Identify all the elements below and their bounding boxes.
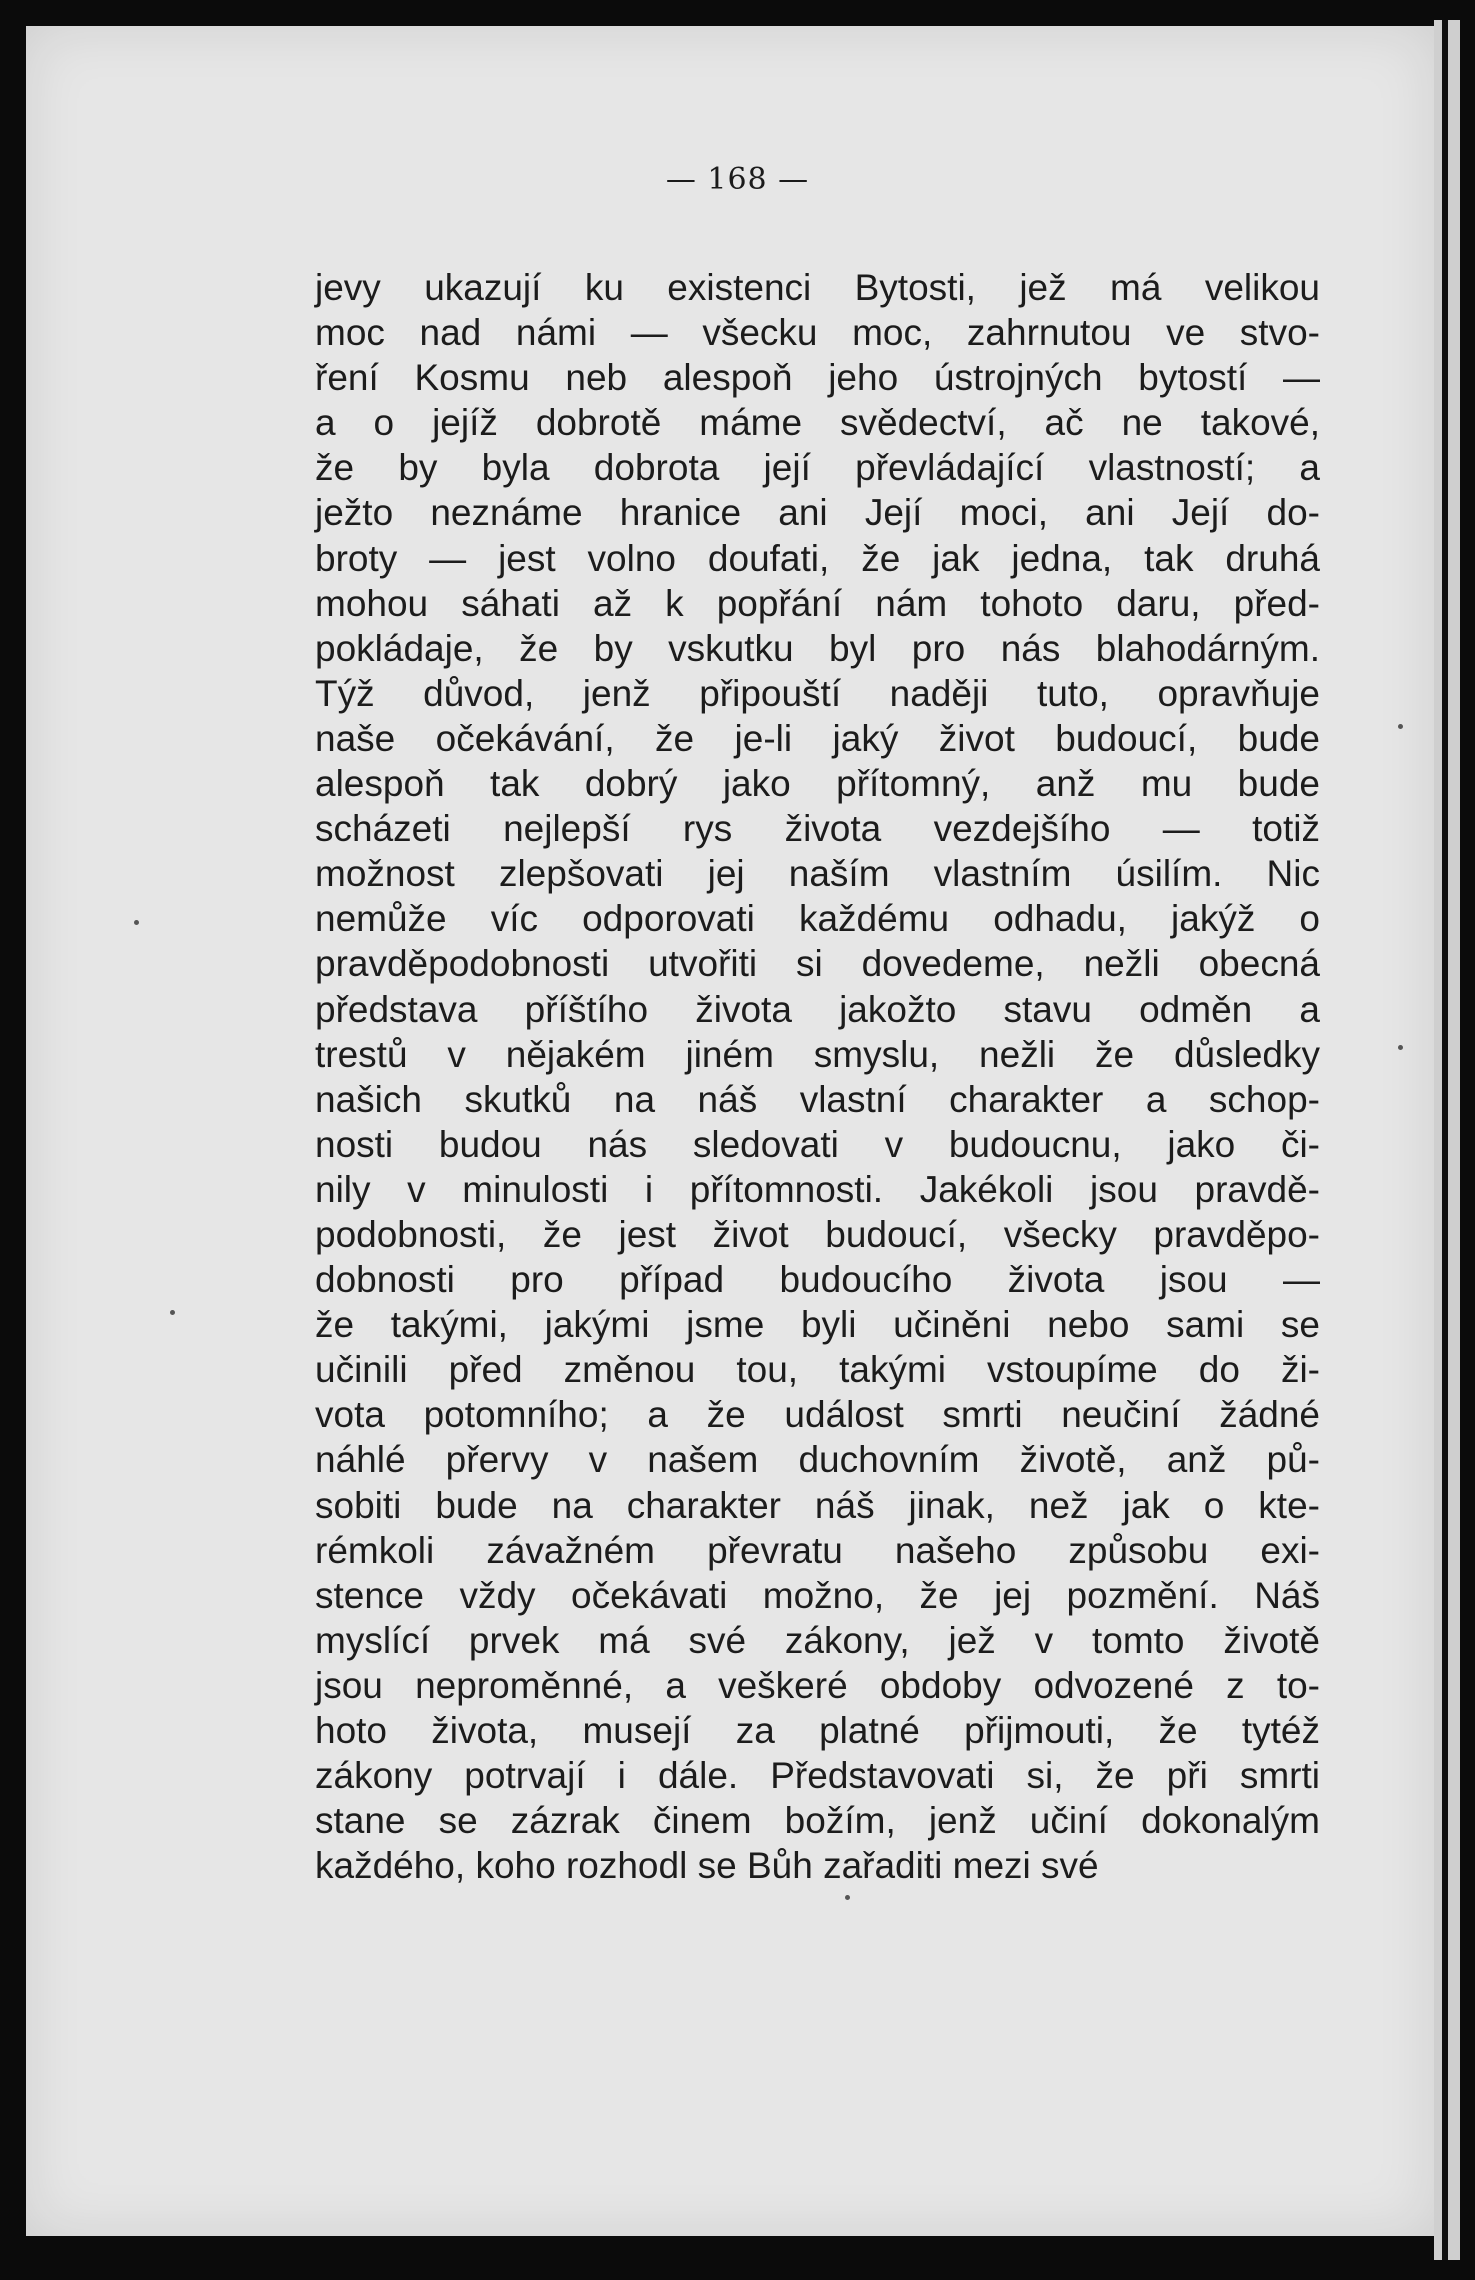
text-line: jevy ukazují ku existenci Bytosti, jež má velikou: [315, 267, 1320, 308]
text-line: představa příštího života jakožto stavu odměn a: [315, 988, 1320, 1030]
scan-speck: [134, 920, 139, 925]
text-line: zákony potrvají i dále. Představovati si, že při smrti: [315, 1755, 1320, 1797]
text-line: ježto neznáme hranice ani Její moci, ani Její do-: [315, 492, 1320, 534]
text-line: že by byla dobrota její převládající vlastností; a: [315, 447, 1320, 489]
text-line: náhlé přervy v našem duchovním životě, anž pů-: [315, 1439, 1320, 1481]
text-line: našich skutků na náš vlastní charakter a schop-: [315, 1078, 1320, 1120]
text-line: ření Kosmu neb alespoň jeho ústrojných bytostí —: [315, 357, 1320, 399]
text-line: každého, koho rozhodl se Bůh zařaditi mezi své: [315, 1845, 1099, 1887]
scan-speck: [1398, 1045, 1403, 1050]
body-text: [315, 265, 1320, 1888]
text-line: nemůže víc odporovati každému odhadu, jakýž o: [315, 898, 1320, 940]
text-line: sobiti bude na charakter náš jinak, než jak o kte-: [315, 1484, 1320, 1526]
text-line: že takými, jakými jsme byli učiněni nebo sami se: [315, 1304, 1320, 1346]
text-line: nosti budou nás sledovati v budoucnu, jako či-: [315, 1123, 1320, 1165]
text-line: alespoň tak dobrý jako přítomný, anž mu bude: [315, 763, 1320, 805]
text-line: stence vždy očekávati možno, že jej pozmění. Náš: [315, 1574, 1320, 1616]
text-line: scházeti nejlepší rys života vezdejšího — totiž: [315, 808, 1320, 850]
text-line: rémkoli závažném převratu našeho způsobu exi-: [315, 1529, 1320, 1571]
scan-speck: [170, 1310, 175, 1315]
scan-speck: [1398, 724, 1403, 729]
text-line: Týž důvod, jenž připouští naději tuto, opravňuje: [315, 672, 1320, 714]
text-line: jsou neproměnné, a veškeré obdoby odvozené z to-: [315, 1664, 1320, 1706]
text-line: nily v minulosti i přítomnosti. Jakékoli jsou pravdě-: [315, 1168, 1320, 1210]
text-line: broty — jest volno doufati, že jak jedna, tak druhá: [315, 537, 1320, 579]
text-line: vota potomního; a že událost smrti neučiní žádné: [315, 1394, 1320, 1436]
scan-speck: [845, 1895, 850, 1900]
text-line: myslící prvek má své zákony, jež v tomto životě: [315, 1619, 1320, 1661]
page-edge-line: [1442, 20, 1448, 2260]
text-line: mohou sáhati až k popřání nám tohoto daru, před-: [315, 582, 1320, 624]
text-line: pokládaje, že by vskutku byl pro nás blahodárným.: [315, 627, 1320, 669]
text-line: učinili před změnou tou, takými vstoupíme do ži-: [315, 1349, 1320, 1391]
text-line: trestů v nějakém jiném smyslu, nežli že důsledky: [315, 1033, 1320, 1075]
text-line: moc nad námi — všecku moc, zahrnutou ve stvo-: [315, 312, 1320, 354]
text-line: stane se zázrak činem božím, jenž učiní dokonalým: [315, 1800, 1320, 1842]
text-line: hoto života, musejí za platné přijmouti, že tytéž: [315, 1710, 1320, 1751]
text-line: naše očekávání, že je-li jaký život budoucí, bude: [315, 717, 1320, 759]
page-number: — 168 —: [665, 162, 810, 197]
text-line: možnost zlepšovati jej naším vlastním úsilím. Nic: [315, 853, 1320, 895]
text-line: pravděpodobnosti utvořiti si dovedeme, nežli obecná: [315, 943, 1320, 985]
text-line: dobnosti pro případ budoucího života jsou —: [315, 1259, 1320, 1301]
text-line: a o jejíž dobrotě máme svědectví, ač ne takové,: [315, 402, 1320, 444]
text-line: podobnosti, že jest život budoucí, všecky pravděpo-: [315, 1213, 1320, 1255]
